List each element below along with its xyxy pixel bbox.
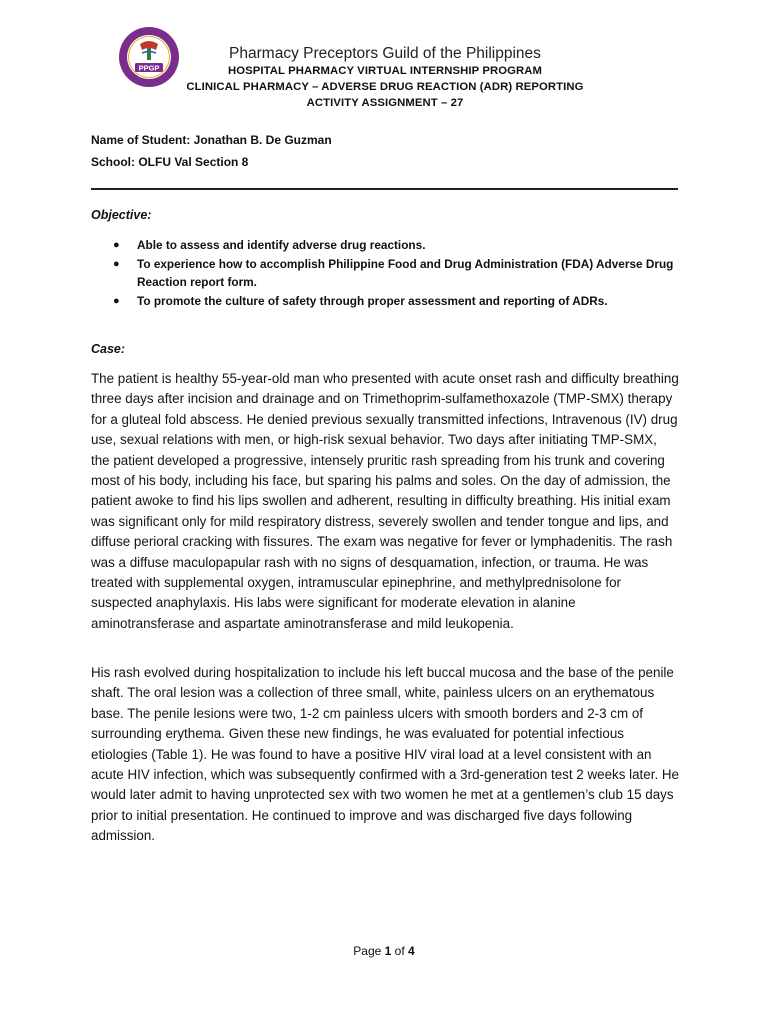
- course-title: CLINICAL PHARMACY – ADVERSE DRUG REACTION (ADR) REPORTING: [186, 81, 584, 93]
- bullet-icon: ●: [113, 295, 120, 307]
- document-header: [180, 45, 590, 111]
- objective-list: [91, 236, 681, 311]
- bullet-icon: ●: [113, 258, 120, 270]
- student-name: Name of Student: Jonathan B. De Guzman: [91, 133, 332, 147]
- bullet-icon: ●: [113, 239, 120, 251]
- of-label: of: [394, 944, 405, 958]
- ppgp-logo: [118, 26, 180, 88]
- assignment-title: ACTIVITY ASSIGNMENT – 27: [306, 97, 464, 109]
- objective-item: ● Able to assess and identify adverse drug reactions.: [113, 238, 426, 252]
- page-footer: [0, 944, 768, 958]
- page-label: Page: [353, 944, 382, 958]
- objective-heading: Objective:: [91, 208, 152, 222]
- total-pages-number: 4: [408, 944, 415, 958]
- program-title: HOSPITAL PHARMACY VIRTUAL INTERNSHIP PROGRAM: [227, 65, 543, 77]
- objective-item: ● To experience how to accomplish Philippine Food and Drug Administration (FDA) Adverse Drug Reaction report form.: [113, 257, 674, 289]
- case-paragraph-2: His rash evolved during hospitalization to include his left buccal mucosa and the base of the penile shaft. The oral lesion was a collection of three small, white, painless ulcers on an erythematous base. The penile lesions were two, 1-2 cm painless ulcers with smooth borders and 2-3 cm of surrounding erythema. Given these new findings, he was evaluated for potential infectious etiologies (Table 1). He was found to have a positive HIV viral load at a level consistent with an acute HIV infection, which was subsequently confirmed with a 3rd-generation test 2 weeks later. He would later admit to having unprotected sex with two women he met at a gentlemen’s club 15 days prior to initial presentation. He continued to improve and was discharged five days following admission.: [91, 665, 680, 844]
- current-page-number: 1: [384, 944, 392, 958]
- header-divider: [91, 188, 678, 190]
- svg-text:PPGP: PPGP: [138, 63, 160, 73]
- student-school: School: OLFU Val Section 8: [91, 155, 249, 169]
- objective-item: ● To promote the culture of safety through proper assessment and reporting of ADRs.: [113, 294, 608, 308]
- case-heading: Case:: [91, 342, 126, 356]
- case-paragraph-1: The patient is healthy 55-year-old man who presented with acute onset rash and difficulty breathing three days after incision and drainage and on Trimethoprim-sulfamethoxazole (TMP-SMX) therapy for a gluteal fold abscess. He denied previous sexually transmitted infections, Intravenous (IV) drug use, sexual relations with men, or high-risk sexual behavior. Two days after initiating TMP-SMX, the patient developed a progressive, intensely pruritic rash spreading from his trunk and covering most of his body, including his face, but sparing his palms and soles. On the day of admission, the patient awoke to find his lips swollen and adherent, resulting in difficulty breathing. His initial exam was significant only for mild respiratory distress, severely swollen and tender tongue and lips, and diffuse perioral cracking with fissures. The exam was negative for fever or lymphadenitis. The rash was a diffuse maculopapular rash with no signs of desquamation, infection, or trauma. He was treated with supplemental oxygen, intramuscular epinephrine, and methylprednisolone for suspected anaphylaxis. His labs were significant for moderate elevation in alanine aminotransferase and aspartate aminotransferase and mild leukopenia.: [91, 371, 679, 631]
- organization-name: Pharmacy Preceptors Guild of the Philippines: [229, 45, 541, 62]
